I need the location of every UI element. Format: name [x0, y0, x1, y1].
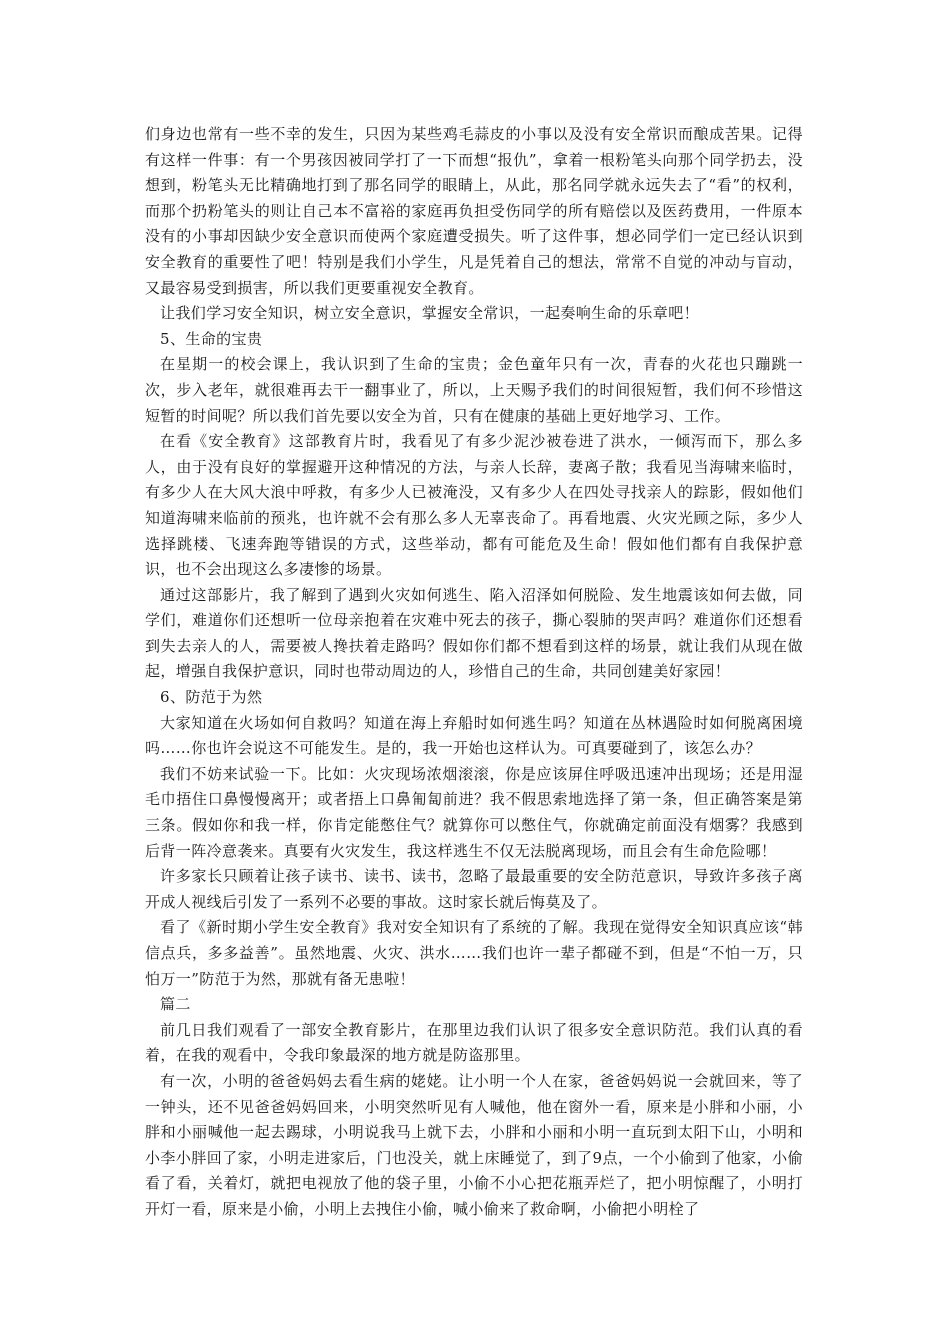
paragraph-9: 我们不妨来试验一下。比如：火灾现场浓烟滚滚，你是应该屏住呼吸迅速冲出现场；还是用湿毛巾捂住口鼻慢慢离开；或者捂上口鼻匍匐前进？我不假思索地选择了第一条，但正确答案是第三条。假如你和我一样，你肯定能憋住气？就算你可以憋住气，你就确定前面没有烟雾？我感到后背一阵冷意袭来。真要有火灾发生，我这样逃生不仅无法脱离现场，而且会有生命危险哪！ [145, 764, 803, 860]
paragraph-6: 通过这部影片，我了解到了遇到火灾如何逃生、陷入沼泽如何脱险、发生地震该如何去做，同学们，难道你们还想听一位母亲抱着在灾难中死去的孩子，撕心裂肺的哭声吗？难道你们还想看到失去亲人的人，需要被人搀扶着走路吗？假如你们都不想看到这样的场景，就让我们从现在做起，增强自我保护意识，同时也带动周边的人，珍惜自己的生命，共同创建美好家园！ [145, 585, 803, 681]
paragraph-2: 让我们学习安全知识，树立安全意识，掌握安全常识，一起奏响生命的乐章吧！ [160, 304, 700, 323]
section-heading-5: 5、生命的宝贵 [160, 329, 263, 348]
paragraph-13: 前几日我们观看了一部安全教育影片，在那里边我们认识了很多安全意识防范。我们认真的看着，在我的观看中，令我印象最深的地方就是防盗那里。 [145, 1020, 803, 1065]
paragraph-5: 在看《安全教育》这部教育片时，我看见了有多少泥沙被卷进了洪水，一倾泻而下，那么多人，由于没有良好的掌握避开这种情况的方法，与亲人长辞，妻离子散；我看见当海啸来临时，有多少人在大风大浪中呼救，有多少人已被淹没，又有多少人在四处寻找亲人的踪影，假如他们知道海啸来临前的预兆，也许就不会有那么多人无辜丧命了。再看地震、火灾光顾之际，多少人选择跳楼、飞速奔跑等错误的方式，这些举动，都有可能危及生命！假如他们都有自我保护意识，也不会出现这么多凄惨的场景。 [145, 432, 803, 579]
paragraph-14: 有一次，小明的爸爸妈妈去看生病的姥姥。让小明一个人在家，爸爸妈妈说一会就回来，等了一钟头，还不见爸爸妈妈回来，小明突然听见有人喊他，他在窗外一看，原来是小胖和小丽，小胖和小丽喊他一起去踢球，小明说我马上就下去，小胖和小丽和小明一直玩到太阳下山，小明和小李小胖回了家，小明走进家后，门也没关，就上床睡觉了，到了9点，一个小偷到了他家，小偷看了看，关着灯，就把电视放了他的袋子里，小偷不小心把花瓶弄烂了，把小明惊醒了，小明打开灯一看，原来是小偷，小明上去拽住小偷，喊小偷来了救命啊，小偷把小明栓了 [145, 1071, 803, 1218]
document-page [145, 122, 803, 1223]
paragraph-8: 大家知道在火场如何自救吗？知道在海上弃船时如何逃生吗？知道在丛林遇险时如何脱离困境吗……你也许会说这不可能发生。是的，我一开始也这样认为。可真要碰到了，该怎么办？ [145, 713, 803, 758]
paragraph-4: 在星期一的校会课上，我认识到了生命的宝贵；金色童年只有一次，青春的火花也只蹦跳一次，步入老年，就很难再去干一翻事业了，所以，上天赐予我们的时间很短暂，我们何不珍惜这短暂的时间呢？所以我们首先要以安全为首，只有在健康的基础上更好地学习、工作。 [145, 355, 803, 425]
section-heading-part-two: 篇二 [160, 995, 191, 1014]
paragraph-11: 看了《新时期小学生安全教育》我对安全知识有了系统的了解。我现在觉得安全知识真应该“韩信点兵，多多益善”。虽然地震、火灾、洪水……我们也许一辈子都碰不到，但是“不怕一万，只怕万一”防范于为然，那就有备无患啦！ [145, 918, 803, 988]
paragraph-10: 许多家长只顾着让孩子读书、读书、读书，忽略了最最重要的安全防范意识，导致许多孩子离开成人视线后引发了一系列不必要的事故。这时家长就后悔莫及了。 [145, 867, 803, 911]
paragraph-1: 们身边也常有一些不幸的发生，只因为某些鸡毛蒜皮的小事以及没有安全常识而酿成苦果。记得有这样一件事：有一个男孩因被同学打了一下而想“报仇”，拿着一根粉笔头向那个同学扔去，没想到，粉笔头无比精确地打到了那名同学的眼睛上，从此，那名同学就永远失去了“看”的权利，而那个扔粉笔头的则让自己本不富裕的家庭再负担受伤同学的所有赔偿以及医药费用，一件原本没有的小事却因缺少安全意识而使两个家庭遭受损失。听了这件事，想必同学们一定已经认识到安全教育的重要性了吧！特别是我们小学生，凡是凭着自己的想法，常常不自觉的冲动与盲动，又最容易受到损害，所以我们更要重视安全教育。 [145, 125, 803, 297]
section-heading-6: 6、防范于为然 [160, 688, 263, 707]
